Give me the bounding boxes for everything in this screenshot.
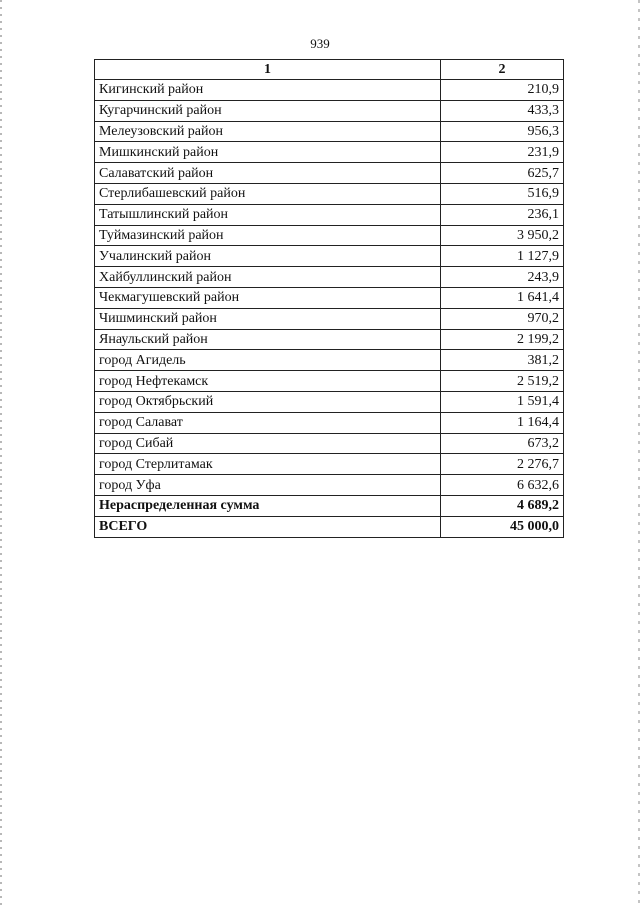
- territory-name-cell: Салаватский район: [95, 163, 441, 184]
- amount-cell: 236,1: [441, 204, 564, 225]
- table-row: [95, 391, 564, 412]
- table-row: [95, 454, 564, 475]
- page-number: 939: [310, 36, 330, 51]
- table-row: [95, 433, 564, 454]
- territory-name-cell: Стерлибашевский район: [95, 183, 441, 204]
- table-row: [95, 183, 564, 204]
- territory-name-cell: город Стерлитамак: [95, 454, 441, 475]
- table-body: [95, 80, 564, 538]
- amount-cell: 956,3: [441, 121, 564, 142]
- territory-name-cell: город Нефтекамск: [95, 371, 441, 392]
- table-header-row: [95, 60, 564, 80]
- amount-cell: 970,2: [441, 308, 564, 329]
- amount-cell: 231,9: [441, 142, 564, 163]
- territory-name-cell: Хайбуллинский район: [95, 267, 441, 288]
- territory-name-cell: Янаульский район: [95, 329, 441, 350]
- table-row: [95, 475, 564, 496]
- table-row: [95, 204, 564, 225]
- data-table: [94, 59, 564, 538]
- amount-cell: 381,2: [441, 350, 564, 371]
- column-header-2: 2: [441, 60, 564, 80]
- table-row: [95, 287, 564, 308]
- scan-left-edge: [0, 0, 2, 905]
- table-row: [95, 80, 564, 101]
- territory-name-cell: Кугарчинский район: [95, 100, 441, 121]
- territory-name-cell: Чекмагушевский район: [95, 287, 441, 308]
- amount-cell: 1 641,4: [441, 287, 564, 308]
- amount-cell: 4 689,2: [441, 495, 564, 516]
- territory-name-cell: Нераспределенная сумма: [95, 495, 441, 516]
- amount-cell: 2 276,7: [441, 454, 564, 475]
- amount-cell: 625,7: [441, 163, 564, 184]
- territory-name-cell: город Агидель: [95, 350, 441, 371]
- amount-cell: 1 164,4: [441, 412, 564, 433]
- amount-cell: 2 519,2: [441, 371, 564, 392]
- amount-cell: 1 591,4: [441, 391, 564, 412]
- table-row: [95, 308, 564, 329]
- territory-name-cell: город Октябрьский: [95, 391, 441, 412]
- amount-cell: 210,9: [441, 80, 564, 101]
- summary-row: [95, 495, 564, 516]
- territory-name-cell: город Уфа: [95, 475, 441, 496]
- territory-name-cell: Татышлинский район: [95, 204, 441, 225]
- table-row: [95, 412, 564, 433]
- territory-name-cell: Учалинский район: [95, 246, 441, 267]
- table-row: [95, 121, 564, 142]
- amount-cell: 3 950,2: [441, 225, 564, 246]
- territory-name-cell: Мишкинский район: [95, 142, 441, 163]
- table-row: [95, 163, 564, 184]
- table-row: [95, 225, 564, 246]
- amount-cell: 6 632,6: [441, 475, 564, 496]
- amount-cell: 1 127,9: [441, 246, 564, 267]
- territory-name-cell: город Сибай: [95, 433, 441, 454]
- table-row: [95, 371, 564, 392]
- table-row: [95, 100, 564, 121]
- amount-cell: 516,9: [441, 183, 564, 204]
- amount-cell: 2 199,2: [441, 329, 564, 350]
- territory-name-cell: Чишминский район: [95, 308, 441, 329]
- amount-cell: 45 000,0: [441, 516, 564, 537]
- territory-name-cell: Мелеузовский район: [95, 121, 441, 142]
- territory-name-cell: Кигинский район: [95, 80, 441, 101]
- amount-cell: 433,3: [441, 100, 564, 121]
- table-row: [95, 350, 564, 371]
- territory-name-cell: ВСЕГО: [95, 516, 441, 537]
- amount-cell: 673,2: [441, 433, 564, 454]
- summary-row: [95, 516, 564, 537]
- column-header-1: 1: [95, 60, 441, 80]
- amount-cell: 243,9: [441, 267, 564, 288]
- territory-name-cell: Туймазинский район: [95, 225, 441, 246]
- table-row: [95, 142, 564, 163]
- table-row: [95, 246, 564, 267]
- table-row: [95, 329, 564, 350]
- table-row: [95, 267, 564, 288]
- territory-name-cell: город Салават: [95, 412, 441, 433]
